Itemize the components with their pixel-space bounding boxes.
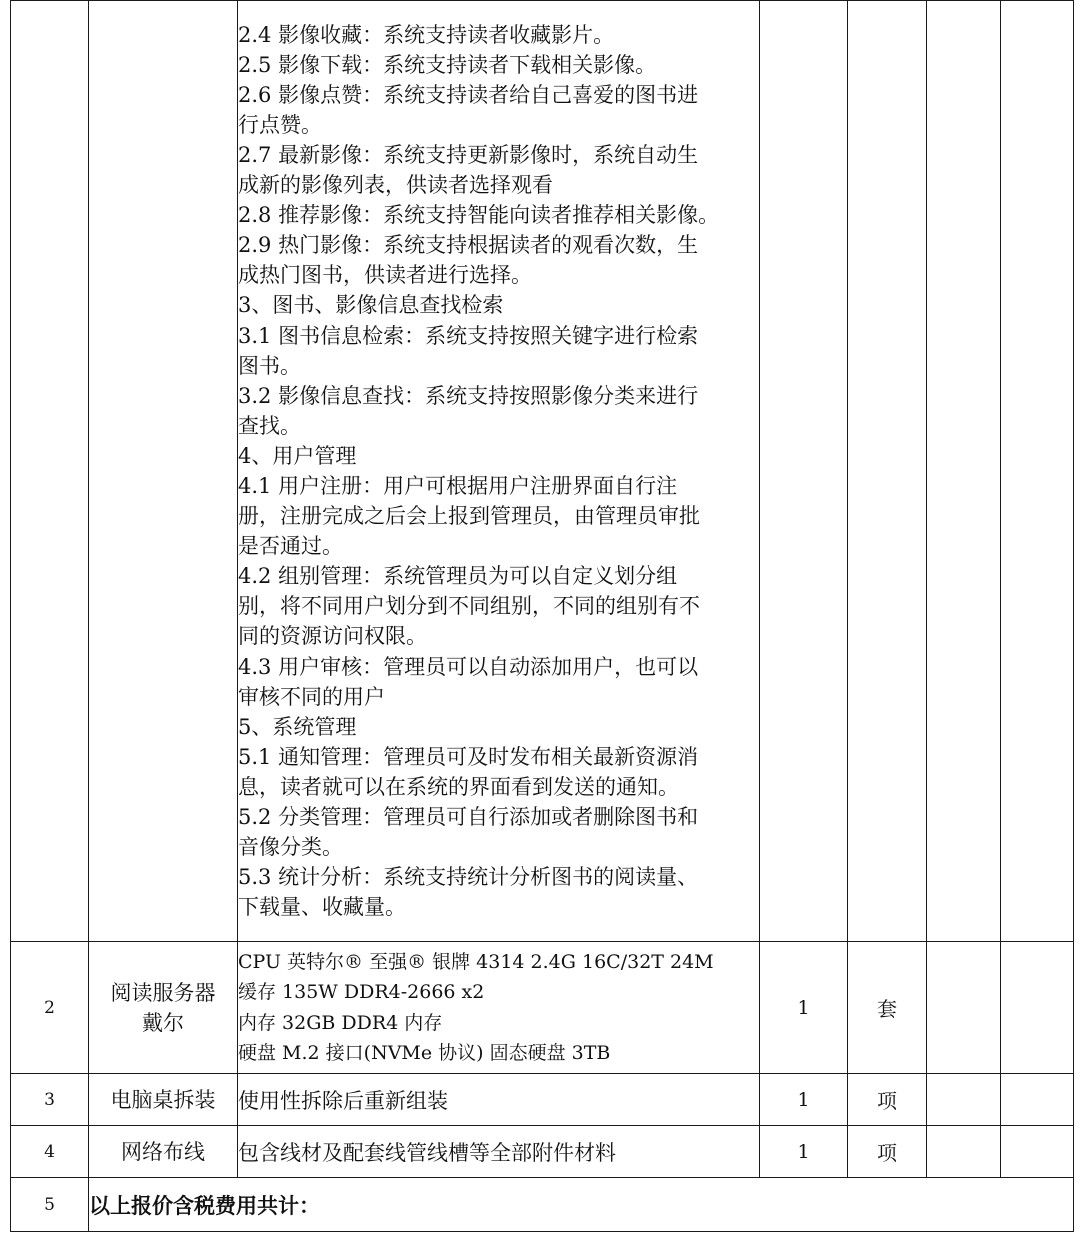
- spec-line: 5.1 通知管理：管理员可及时发布相关最新资源消: [238, 744, 699, 769]
- spec-line: CPU 英特尔® 至强® 银牌 4314 2.4G 16C/32T 24M: [238, 951, 714, 974]
- total-label-cell: 以上报价含税费用共计：: [89, 1178, 1074, 1232]
- spec-line: 息，读者就可以在系统的界面看到发送的通知。: [238, 774, 679, 799]
- unit-price-cell: [927, 1126, 1001, 1178]
- spec-line: 5.2 分类管理：管理员可自行添加或者删除图书和: [238, 805, 699, 830]
- item-name-cell: 电脑桌拆装: [89, 1074, 238, 1126]
- spec-line: 别，将不同用户划分到不同组别，不同的组别有不: [238, 594, 700, 619]
- item-name-cell: [89, 1, 238, 942]
- item-name-line: 阅读服务器: [110, 980, 216, 1005]
- spec-line: 3、图书、影像信息查找检索: [238, 293, 504, 318]
- spec-cell: 包含线材及配套线管线槽等全部附件材料: [238, 1126, 760, 1178]
- unit-price-cell: [927, 1074, 1001, 1126]
- item-number-cell: 3: [11, 1074, 89, 1126]
- table-row: [11, 942, 1074, 1074]
- spec-line: 4.2 组别管理：系统管理员为可以自定义划分组: [238, 564, 678, 589]
- spec-line: 下载量、收藏量。: [238, 895, 406, 920]
- spec-cell: 使用性拆除后重新组装: [238, 1074, 760, 1126]
- unit-cell: 套: [848, 942, 927, 1074]
- quotation-sheet: [10, 0, 1074, 1232]
- item-number-cell: 5: [11, 1178, 89, 1232]
- table-row: [11, 1074, 1074, 1126]
- table-row: [11, 1126, 1074, 1178]
- spec-line: 2.9 热门影像：系统支持根据读者的观看次数，生: [238, 233, 699, 258]
- spec-line: 音像分类。: [238, 835, 343, 860]
- spec-cell: [238, 942, 760, 1074]
- amount-cell: [1001, 1, 1074, 942]
- spec-line: 同的资源访问权限。: [238, 624, 427, 649]
- spec-line: 2.7 最新影像：系统支持更新影像时，系统自动生: [238, 142, 699, 167]
- amount-cell: [1001, 942, 1074, 1074]
- item-number-cell: 4: [11, 1126, 89, 1178]
- spec-line: 缓存 135W DDR4-2666 x2: [238, 981, 485, 1004]
- spec-line: 2.5 影像下载：系统支持读者下载相关影像。: [238, 52, 657, 77]
- spec-line: 3.2 影像信息查找：系统支持按照影像分类来进行: [238, 383, 699, 408]
- spec-line: 册，注册完成之后会上报到管理员，由管理员审批: [238, 504, 700, 529]
- spec-line: 审核不同的用户: [238, 684, 385, 709]
- spec-line: 查找。: [238, 413, 301, 438]
- spec-line: 2.4 影像收藏：系统支持读者收藏影片。: [238, 22, 615, 47]
- quantity-cell: 1: [760, 942, 848, 1074]
- spec-line: 4、用户管理: [238, 443, 357, 468]
- quantity-cell: [760, 1, 848, 942]
- amount-cell: [1001, 1126, 1074, 1178]
- quotation-table: [10, 0, 1074, 1232]
- unit-cell: 项: [848, 1074, 927, 1126]
- quantity-cell: 1: [760, 1126, 848, 1178]
- spec-line: 2.8 推荐影像：系统支持智能向读者推荐相关影像。: [238, 203, 720, 228]
- spec-line: 5、系统管理: [238, 714, 357, 739]
- spec-line: 硬盘 M.2 接口(NVMe 协议) 固态硬盘 3TB: [238, 1041, 611, 1064]
- unit-price-cell: [927, 1, 1001, 942]
- quantity-cell: 1: [760, 1074, 848, 1126]
- item-name-cell: [89, 942, 238, 1074]
- item-number-cell: 2: [11, 942, 89, 1074]
- spec-line: 5.3 统计分析：系统支持统计分析图书的阅读量、: [238, 865, 699, 890]
- unit-price-cell: [927, 942, 1001, 1074]
- unit-cell: 项: [848, 1126, 927, 1178]
- spec-line: 3.1 图书信息检索：系统支持按照关键字进行检索: [238, 323, 699, 348]
- item-name-line: 戴尔: [142, 1010, 184, 1035]
- spec-line: 2.6 影像点赞：系统支持读者给自己喜爱的图书进: [238, 82, 699, 107]
- spec-line: 图书。: [238, 353, 301, 378]
- item-name-cell: 网络布线: [89, 1126, 238, 1178]
- item-number-cell: [11, 1, 89, 942]
- table-row: [11, 1, 1074, 942]
- spec-line: 内存 32GB DDR4 内存: [238, 1011, 443, 1034]
- spec-line: 成新的影像列表，供读者选择观看: [238, 173, 553, 198]
- spec-line: 是否通过。: [238, 534, 343, 559]
- spec-line: 成热门图书，供读者进行选择。: [238, 263, 532, 288]
- spec-cell: [238, 1, 760, 942]
- unit-cell: [848, 1, 927, 942]
- spec-line: 4.3 用户审核：管理员可以自动添加用户，也可以: [238, 654, 699, 679]
- spec-line: 4.1 用户注册：用户可根据用户注册界面自行注: [238, 474, 678, 498]
- amount-cell: [1001, 1074, 1074, 1126]
- spec-line: 行点赞。: [238, 112, 322, 137]
- table-row: [11, 1178, 1074, 1232]
